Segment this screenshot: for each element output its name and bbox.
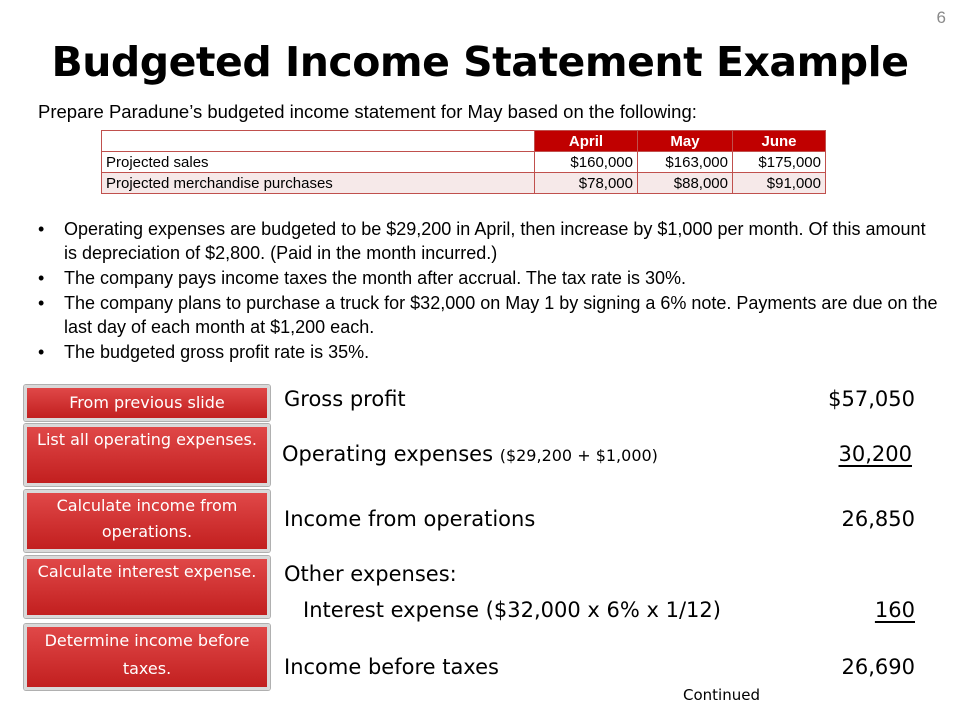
opex-line [282,442,658,466]
slide-title: Budgeted Income Statement Example [51,38,909,86]
income-operations-value: 26,850 [841,507,915,531]
step-list-opex: List all operating expenses. [24,424,270,486]
table-cell: $88,000 [638,173,733,194]
list-item [38,266,938,290]
list-item [38,217,938,265]
assumption-list [38,217,938,365]
step-from-previous: From previous slide [24,385,270,421]
step-income-before-taxes: Determine income before taxes. [24,624,270,690]
table-row [102,173,826,194]
bullet-icon: • [38,219,45,239]
income-before-taxes-value: 26,690 [841,655,915,679]
interest-expense-wrap [760,598,915,622]
opex-label: Operating expenses [282,442,494,466]
bullet-text: The budgeted gross profit rate is 35%. [64,342,370,362]
projection-table [101,130,826,194]
continued-label: Continued [683,686,760,704]
table-cell: $91,000 [733,173,826,194]
opex-value-wrap [760,442,912,466]
list-item [38,340,938,364]
table-header-may: May [638,131,733,152]
bullet-text: The company plans to purchase a truck for $32,000 on May 1 by signing a 6% note. Payments are due on the last day of each month at $1,200 each. [64,293,938,337]
row-label: Projected sales [102,152,535,173]
table-cell: $78,000 [535,173,638,194]
gross-profit-label: Gross profit [284,387,406,411]
table-row [102,152,826,173]
slide-number: 6 [936,8,946,27]
table-header-row [102,131,826,152]
step-interest-expense: Calculate interest expense. [24,556,270,618]
intro-text: Prepare Paradune’s budgeted income statement for May based on the following: [38,101,697,122]
table-cell: $160,000 [535,152,638,173]
table-header-april: April [535,131,638,152]
table-header-blank [102,131,535,152]
table-header-june: June [733,131,826,152]
bullet-icon: • [38,268,45,288]
row-label: Projected merchandise purchases [102,173,535,194]
opex-note: ($29,200 + $1,000) [499,446,658,465]
table-cell: $163,000 [638,152,733,173]
table-cell: $175,000 [733,152,826,173]
bullet-icon: • [38,342,45,362]
bullet-text: Operating expenses are budgeted to be $29,200 in April, then increase by $1,000 per month. Of this amount is depreciation of $2,800. (Paid in the month incurred.) [64,219,926,263]
bullet-icon: • [38,293,45,313]
income-before-taxes-label: Income before taxes [284,655,499,679]
gross-profit-value: $57,050 [828,387,915,411]
opex-value: 30,200 [838,442,912,466]
interest-expense-value: 160 [874,598,915,622]
income-operations-label: Income from operations [284,507,536,531]
other-expenses-label: Other expenses: [284,562,457,586]
list-item [38,291,938,339]
interest-expense-label: Interest expense ($32,000 x 6% x 1/12) [303,598,721,622]
step-income-operations: Calculate income from operations. [24,490,270,552]
bullet-text: The company pays income taxes the month after accrual. The tax rate is 30%. [64,268,686,288]
